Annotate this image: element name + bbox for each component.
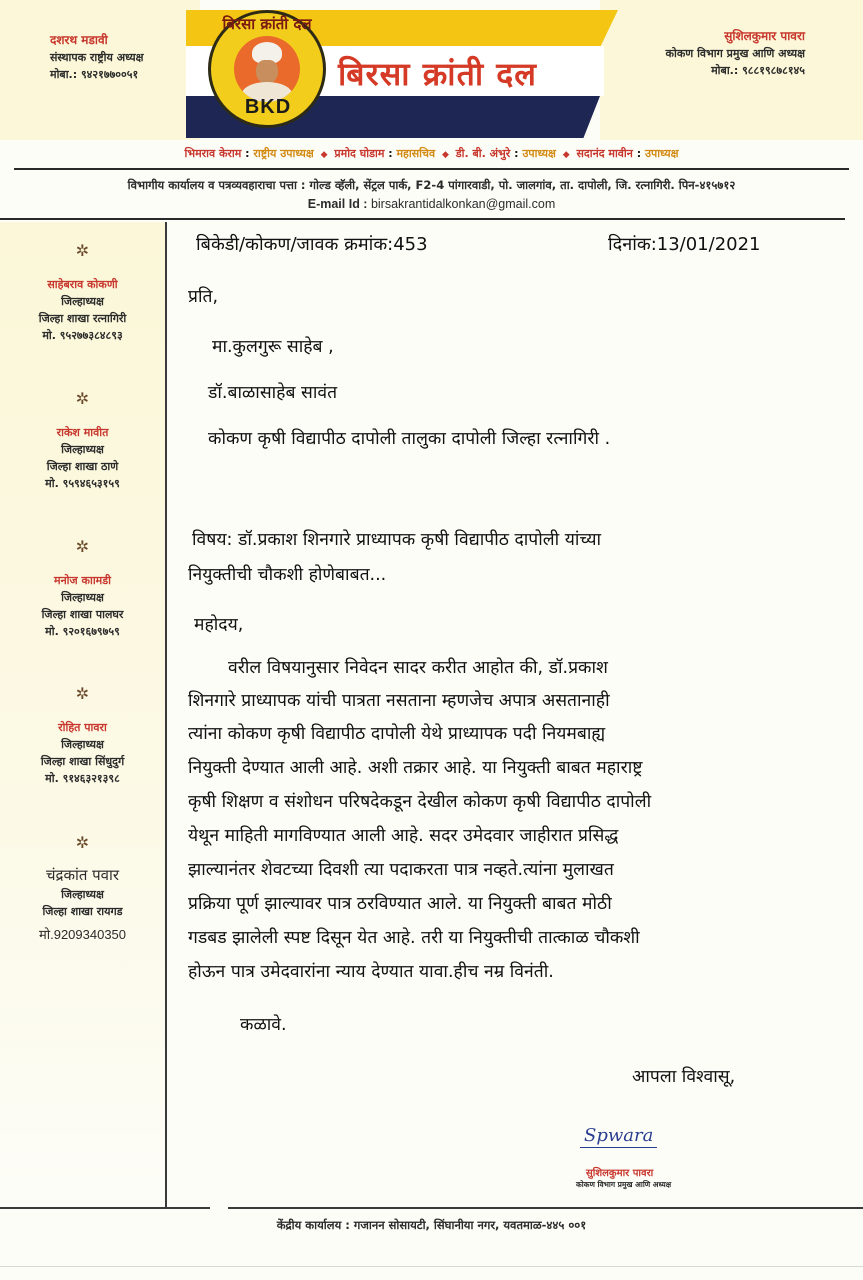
member-role: जिल्हाध्यक्ष <box>61 295 104 308</box>
body-line: झाल्यानंतर शेवटच्या दिवशी त्या पदाकरता पात्र नव्हते.त्यांना मुलाखत <box>188 860 614 880</box>
body-line: येथून माहिती मागविण्यात आली आहे. सदर उमेदवार जाहीरात प्रसिद्ध <box>188 826 619 846</box>
recipient-line: मा.कुलगुरू साहेब , <box>212 337 334 357</box>
recipient-line: डॉ.बाळासाहेब सावंत <box>208 383 338 403</box>
sidebar-member <box>0 832 165 943</box>
founder-phone: मोबा.: ९४२१७७००५१ <box>50 68 139 81</box>
star-ornament-icon: ✲ <box>75 537 90 556</box>
logo-arc-text: बिरसा क्रांती दल <box>222 15 312 33</box>
letter-date: दिनांक:13/01/2021 <box>608 234 761 255</box>
logo-portrait-icon <box>234 36 300 102</box>
bearer-role: उपाध्यक्ष <box>644 147 679 160</box>
body-line: कृषी शिक्षण व संशोधन परिषदेकडून देखील कोकण कृषी विद्यापीठ दापोली <box>188 792 652 812</box>
bearer-name: भिमराव केराम <box>184 147 242 160</box>
footer-divider-left <box>0 1207 210 1209</box>
member-branch: जिल्हा शाखा ठाणे <box>46 460 119 473</box>
office-bearers-line: भिमराव केराम : राष्ट्रीय उपाध्यक्ष ◆ प्रमोद घोडाम : महासचिव ◆ डी. बी. अंभुरे : उपाध्यक्ष ◆ सदानंद मावीन : उपाध्यक्ष <box>184 147 679 160</box>
logo-initials: BKD <box>244 96 292 118</box>
member-role: जिल्हाध्यक्ष <box>61 738 104 751</box>
founder-contact <box>50 32 144 83</box>
organization-name: बिरसा क्रांती दल <box>338 55 537 93</box>
konkan-head-name: सुशिलकुमार पावरा <box>724 29 805 43</box>
member-branch: जिल्हा शाखा सिंधुदुर्ग <box>40 755 125 768</box>
body-line: नियुक्ती देण्यात आली आहे. अशी तक्रार आहे. या नियुक्ती बाबत महाराष्ट्र <box>188 758 643 778</box>
bearer-name: सदानंद मावीन <box>576 147 633 160</box>
body-line: शिनगारे प्राध्यापक यांची पात्रता नसताना म्हणजेच अपात्र असतानाही <box>188 691 610 711</box>
signatory-name: सुशिलकुमार पावरा <box>586 1168 654 1179</box>
bearer-name: डी. बी. अंभुरे <box>455 147 511 160</box>
member-branch: जिल्हा शाखा पालघर <box>41 608 124 621</box>
signatory-role: कोकण विभाग प्रमुख आणि अध्यक्ष <box>576 1180 672 1189</box>
page-bottom-edge <box>0 1266 863 1267</box>
header-divider <box>14 168 849 170</box>
body-line: गडबड झालेली स्पष्ट दिसून येत आहे. तरी या नियुक्तीची तात्काळ चौकशी <box>188 928 640 948</box>
konkan-head-contact <box>666 28 805 79</box>
star-ornament-icon: ✲ <box>75 833 90 852</box>
member-name: साहेबराव कोकणी <box>47 278 118 291</box>
diamond-separator-icon: ◆ <box>320 150 328 160</box>
member-name: राकेश मावीत <box>56 426 109 439</box>
sidebar-member <box>0 536 165 640</box>
member-role: जिल्हाध्यक्ष <box>61 443 104 456</box>
handwritten-signature: Spwara <box>580 1125 657 1148</box>
sidebar-divider <box>165 222 167 1208</box>
member-phone: मो. ९१४६३२१३९८ <box>45 772 120 785</box>
member-phone: मो. ९५९४६५३१५९ <box>45 477 120 490</box>
salutation-to: प्रति, <box>188 287 219 307</box>
body-line: होऊन पात्र उमेदवारांना न्याय देण्यात यावा.हीच नम्र विनंती. <box>188 962 554 982</box>
reference-number: बिकेडी/कोकण/जावक क्रमांक:453 <box>196 234 428 255</box>
body-line: त्यांना कोकण कृषी विद्यापीठ दापोली येथे प्राध्यापक पदी नियमबाह्य <box>188 724 606 744</box>
member-role: जिल्हाध्यक्ष <box>61 888 104 901</box>
header-bottom-divider <box>0 218 845 220</box>
member-phone: मो. ९२०१६७९७५९ <box>45 625 120 638</box>
diamond-separator-icon: ◆ <box>562 150 570 160</box>
star-ornament-icon: ✲ <box>75 241 90 260</box>
founder-role: संस्थापक राष्ट्रीय अध्यक्ष <box>50 51 144 64</box>
email-address[interactable]: birsakrantidalkonkan@gmail.com <box>370 197 556 211</box>
footer-divider-right <box>228 1207 863 1209</box>
central-office-address: केंद्रीय कार्यालय : गजानन सोसायटी, सिंघानीया नगर, यवतमाळ-४४५ ००१ <box>276 1218 587 1232</box>
star-ornament-icon: ✲ <box>75 389 90 408</box>
bearer-name: प्रमोद घोडाम <box>334 147 385 160</box>
member-name: रोहित पावरा <box>58 721 107 734</box>
member-role: जिल्हाध्यक्ष <box>61 591 104 604</box>
star-ornament-icon: ✲ <box>75 684 90 703</box>
body-line: प्रक्रिया पूर्ण झाल्यावर पात्र ठरविण्यात आले. या नियुक्ती बाबत मोठी <box>188 894 612 914</box>
recipient-line: कोकण कृषी विद्यापीठ दापोली तालुका दापोली जिल्हा रत्नागिरी . <box>208 429 611 449</box>
member-name: मनोज काामडी <box>54 574 111 587</box>
greeting: महोदय, <box>194 615 244 635</box>
sidebar-member <box>0 388 165 492</box>
konkan-head-role: कोकण विभाग प्रमुख आणि अध्यक्ष <box>665 47 805 60</box>
member-branch: जिल्हा शाखा रायगड <box>42 905 123 918</box>
closing-note: कळावे. <box>240 1015 287 1035</box>
email-label: E-mail Id : <box>307 197 368 211</box>
founder-name: दशरथ मडावी <box>50 33 108 47</box>
konkan-head-phone: मोबा.: ९८८१९८७८१४५ <box>711 64 805 77</box>
subject-line: विषय: डॉ.प्रकाश शिनगारे प्राध्यापक कृषी विद्यापीठ दापोली यांच्या <box>192 530 602 550</box>
member-branch: जिल्हा शाखा रत्नागिरी <box>38 312 127 325</box>
subject-line: नियुक्तीची चौकशी होणेबाबत... <box>188 565 387 585</box>
diamond-separator-icon: ◆ <box>441 150 449 160</box>
member-phone: मो. ९५२७७३८४८९३ <box>42 329 123 342</box>
regional-office-address: विभागीय कार्यालय व पत्रव्यवहाराचा पत्ता : गोल्ड व्हॅली, सेंट्रल पार्क, F2-4 पांगारवाडी, पो. जालगांव, ता. दापोली, जि. रत्नागिरी. पिन-४१५७१२ <box>127 178 736 192</box>
member-name: चंद्रकांत पवार <box>45 866 120 884</box>
sidebar-member <box>0 683 165 787</box>
sidebar-member <box>0 240 165 344</box>
body-line: वरील विषयानुसार निवेदन सादर करीत आहोत की, डॉ.प्रकाश <box>228 658 608 678</box>
closing-phrase: आपला विश्वासू, <box>632 1067 736 1087</box>
bearer-role: महासचिव <box>396 147 436 160</box>
email-line <box>0 197 863 211</box>
bearer-role: राष्ट्रीय उपाध्यक्ष <box>253 147 314 160</box>
member-phone: मो.9209340350 <box>38 927 127 942</box>
bearer-role: उपाध्यक्ष <box>522 147 556 160</box>
